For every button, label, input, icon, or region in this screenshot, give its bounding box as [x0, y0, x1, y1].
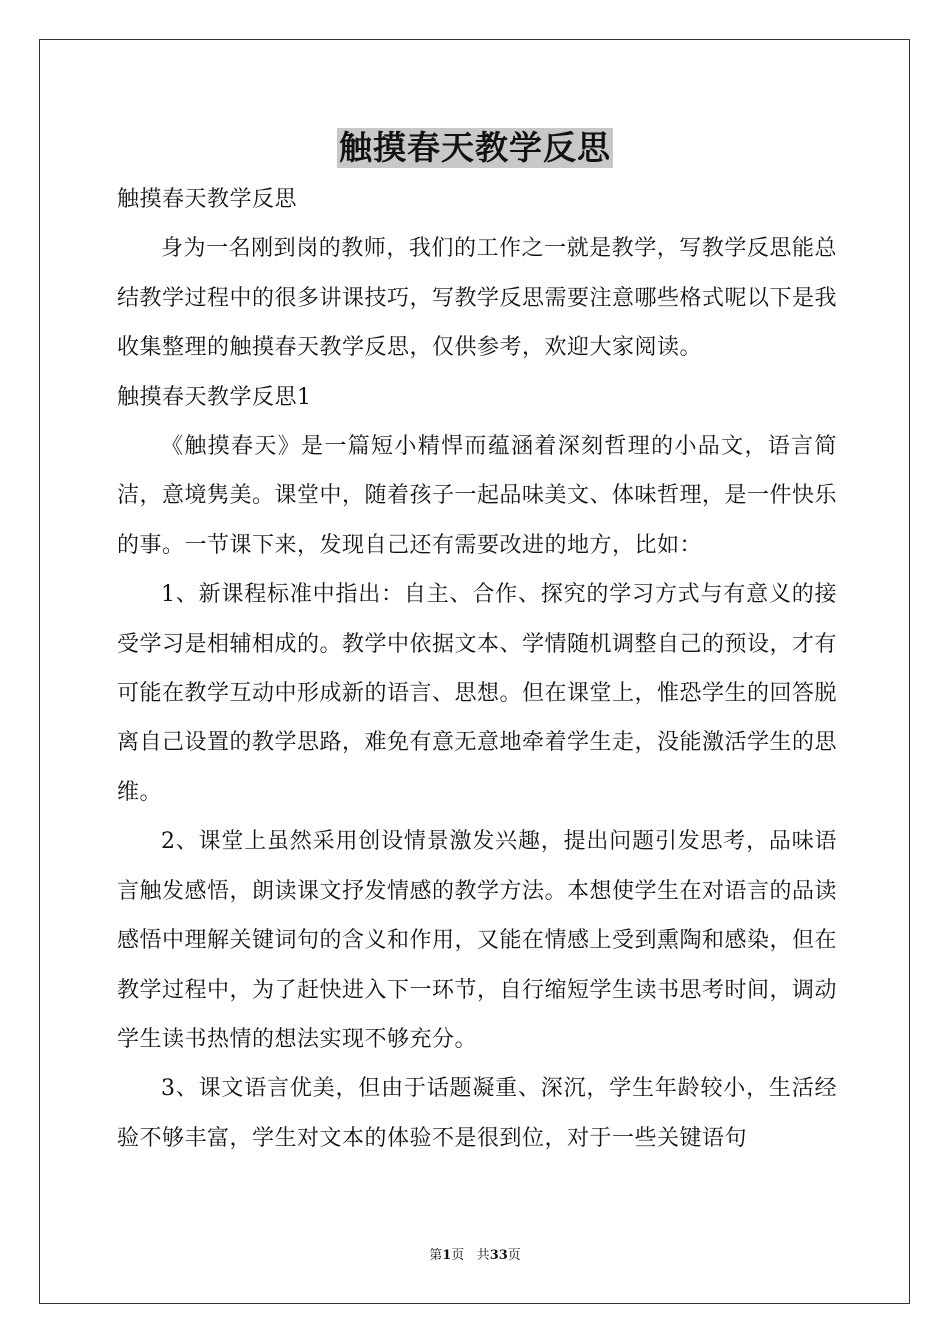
page-footer: [0, 1247, 950, 1265]
paragraph: 《触摸春天》是一篇短小精悍而蕴涵着深刻哲理的小品文，语言简洁，意境隽美。课堂中，随着孩子一起品味美文、体味哲理，是一件快乐的事。一节课下来，发现自己还有需要改进的地方，比如：: [117, 434, 838, 558]
footer-total-pages: 33: [489, 1248, 508, 1263]
paragraph: 1、新课程标准中指出：自主、合作、探究的学习方式与有意义的接受学习是相辅相成的。教学中依据文本、学情随机调整自己的预设，才有可能在教学互动中形成新的语言、思想。但在课堂上，惟恐学生的回答脱离自己设置的教学思路，难免有意无意地牵着学生走，没能激活学生的思维。: [117, 582, 838, 805]
title-container: [0, 128, 950, 168]
paragraph: 2、课堂上虽然采用创设情景激发兴趣，提出问题引发思考，品味语言触发感悟，朗读课文抒发情感的教学方法。本想使学生在对语言的品读感悟中理解关键词句的含义和作用，又能在情感上受到熏陶和感染，但在教学过程中，为了赶快进入下一环节，自行缩短学生读书思考时间，调动学生读书热情的想法实现不够充分。: [117, 829, 838, 1052]
document-title: 触摸春天教学反思: [339, 128, 611, 167]
paragraph: 触摸春天教学反思1: [117, 384, 312, 410]
footer-total-prefix: 共: [476, 1248, 490, 1263]
paragraph: 触摸春天教学反思: [117, 187, 298, 212]
footer-prefix: 第: [429, 1248, 443, 1263]
paragraph: 3、课文语言优美，但由于话题凝重、深沉，学生年龄较小，生活经验不够丰富，学生对文本的体验不是很到位，对于一些关键语句: [117, 1076, 837, 1151]
footer-total-suffix: 页: [507, 1248, 521, 1263]
paragraph: 身为一名刚到岗的教师，我们的工作之一就是教学，写教学反思能总结教学过程中的很多讲课技巧，写教学反思需要注意哪些格式呢以下是我收集整理的触摸春天教学反思，仅供参考，欢迎大家阅读。: [117, 236, 838, 361]
footer-page-number: 1: [442, 1248, 452, 1263]
footer-page-suffix: 页: [451, 1248, 465, 1263]
document-body: [117, 175, 837, 1163]
